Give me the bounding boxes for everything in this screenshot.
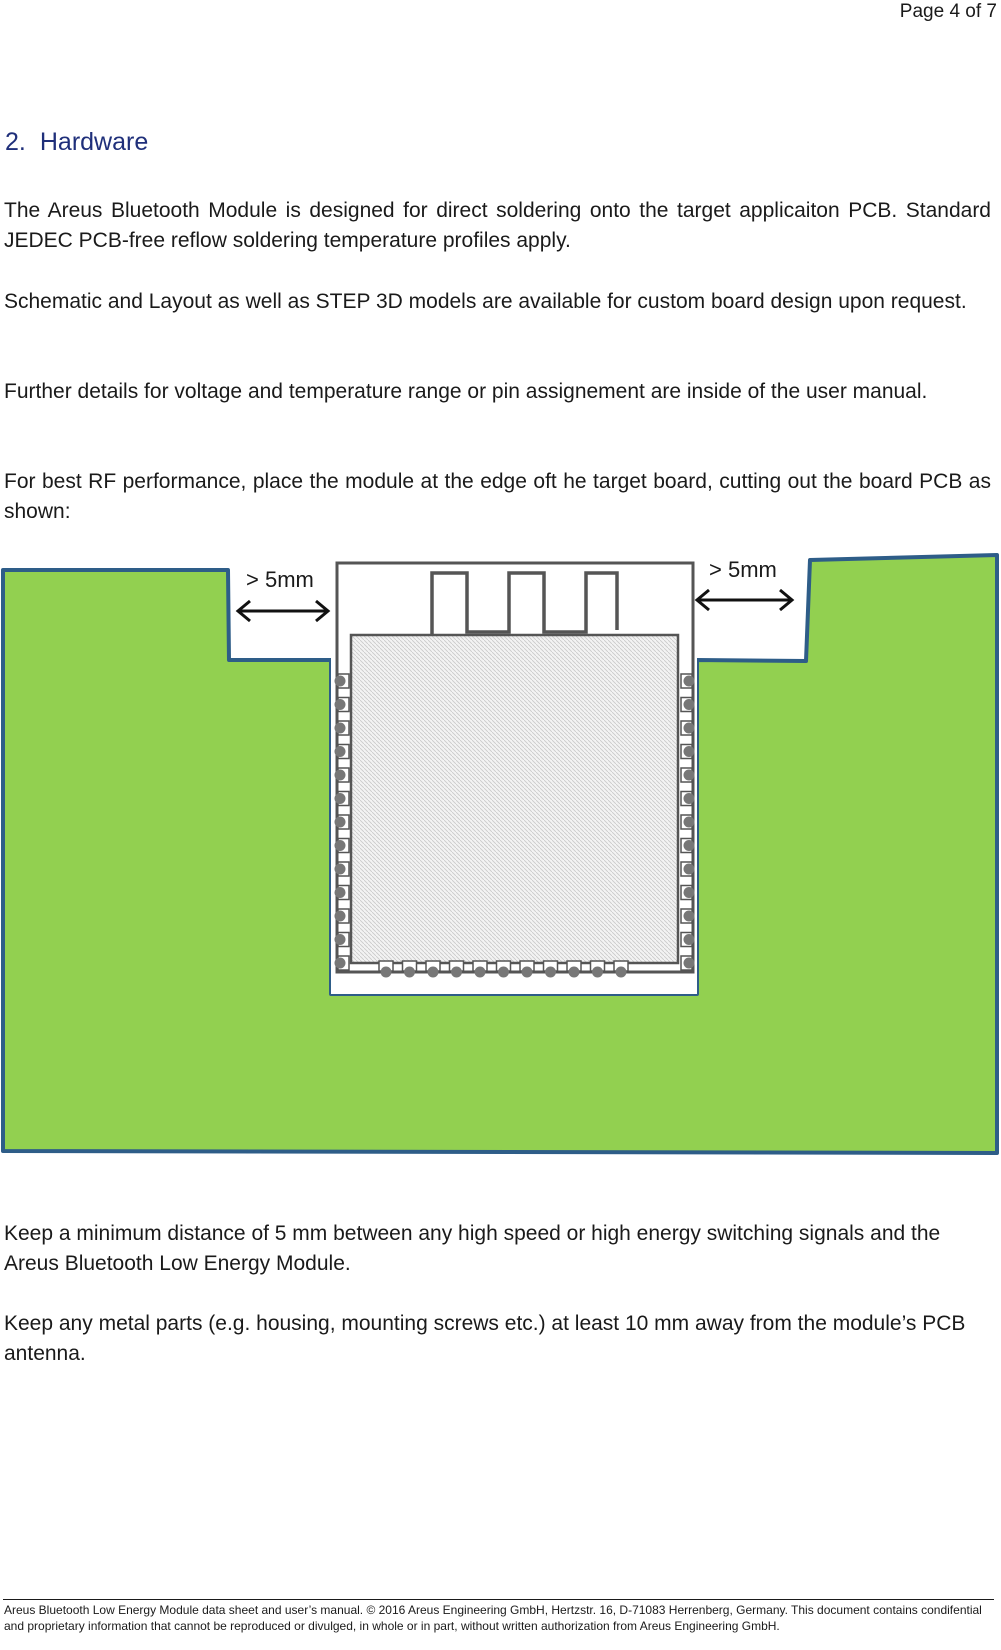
paragraph-metal-parts: Keep any metal parts (e.g. housing, mounting screws etc.) at least 10 mm away from the module’s PCB antenna. [4, 1312, 966, 1365]
module-pad-hole [335, 934, 346, 945]
pcb-placement-figure [0, 540, 1001, 1162]
section-number: 2. [5, 128, 26, 156]
module-pad-hole [451, 967, 462, 978]
footer-rule [3, 1599, 994, 1600]
module-pad-hole [335, 699, 346, 710]
module-pad-hole [475, 967, 486, 978]
module-pad-hole [335, 840, 346, 851]
module-pad-hole [684, 723, 695, 734]
module-pad-hole [428, 967, 439, 978]
module-pad-hole [592, 967, 603, 978]
module-pad-hole [335, 676, 346, 687]
module-pad-hole [684, 746, 695, 757]
module-shield [351, 635, 678, 963]
paragraph-details: Further details for voltage and temperature range or pin assignement are inside of the user manual. [4, 380, 928, 403]
section-title: Hardware [39, 128, 149, 156]
module-pad-hole [545, 967, 556, 978]
left-clearance-arrow [238, 601, 328, 621]
module-pad-hole [684, 887, 695, 898]
module-pad-hole [616, 967, 627, 978]
module-pad-hole [335, 793, 346, 804]
module-pad-hole [684, 676, 695, 687]
module-pad-hole [335, 864, 346, 875]
module-pad-hole [684, 864, 695, 875]
section-heading [5, 126, 148, 158]
module-pad-hole [335, 746, 346, 757]
right-clearance-arrow [697, 590, 792, 610]
module-pad-hole [684, 699, 695, 710]
paragraph-design-files: Schematic and Layout as well as STEP 3D models are available for custom board design upon request. [4, 290, 967, 313]
module-pad-hole [335, 958, 346, 969]
module-pad-hole [381, 967, 392, 978]
module-pad-hole [522, 967, 533, 978]
module-pad-hole [684, 793, 695, 804]
module-pad-hole [335, 911, 346, 922]
paragraph-switching-signals: Keep a minimum distance of 5 mm between any high speed or high energy switching signals and the Areus Bluetooth Low Energy Module. [4, 1222, 941, 1275]
page-number: Page 4 of 7 [899, 1, 997, 22]
module-pad-hole [684, 934, 695, 945]
module-pad-hole [404, 967, 415, 978]
module-pad-hole [335, 723, 346, 734]
module-pad-hole [684, 958, 695, 969]
module-pad-hole [335, 770, 346, 781]
pcb-placement-diagram [0, 540, 1001, 1162]
module-pad-hole [569, 967, 580, 978]
paragraph-soldering: The Areus Bluetooth Module is designed for direct soldering onto the target applicaiton PCB. Standard JEDEC PCB-free reflow soldering temperature profiles apply. [4, 199, 991, 252]
module-pad-hole [684, 911, 695, 922]
module-pad-hole [684, 840, 695, 851]
paragraph-rf-placement: For best RF performance, place the module at the edge oft he target board, cutting out the board PCB as shown: [4, 470, 991, 523]
footer-disclaimer: Areus Bluetooth Low Energy Module data sheet and user’s manual. © 2016 Areus Engineering GmbH, Hertzstr. 16, D-71083 Herrenberg, Germany. This document contains condifential and proprietary information that cannot be reproduced or divulged, in whole or in part, without written authorization from Areus Engineering GmbH. [4, 1603, 982, 1633]
right-clearance-label: > 5mm [709, 557, 777, 582]
module-pad-hole [684, 817, 695, 828]
module-pad-hole [335, 887, 346, 898]
left-clearance-label: > 5mm [246, 567, 314, 592]
module-pad-hole [335, 817, 346, 828]
module-pad-hole [684, 770, 695, 781]
module-pad-hole [498, 967, 509, 978]
